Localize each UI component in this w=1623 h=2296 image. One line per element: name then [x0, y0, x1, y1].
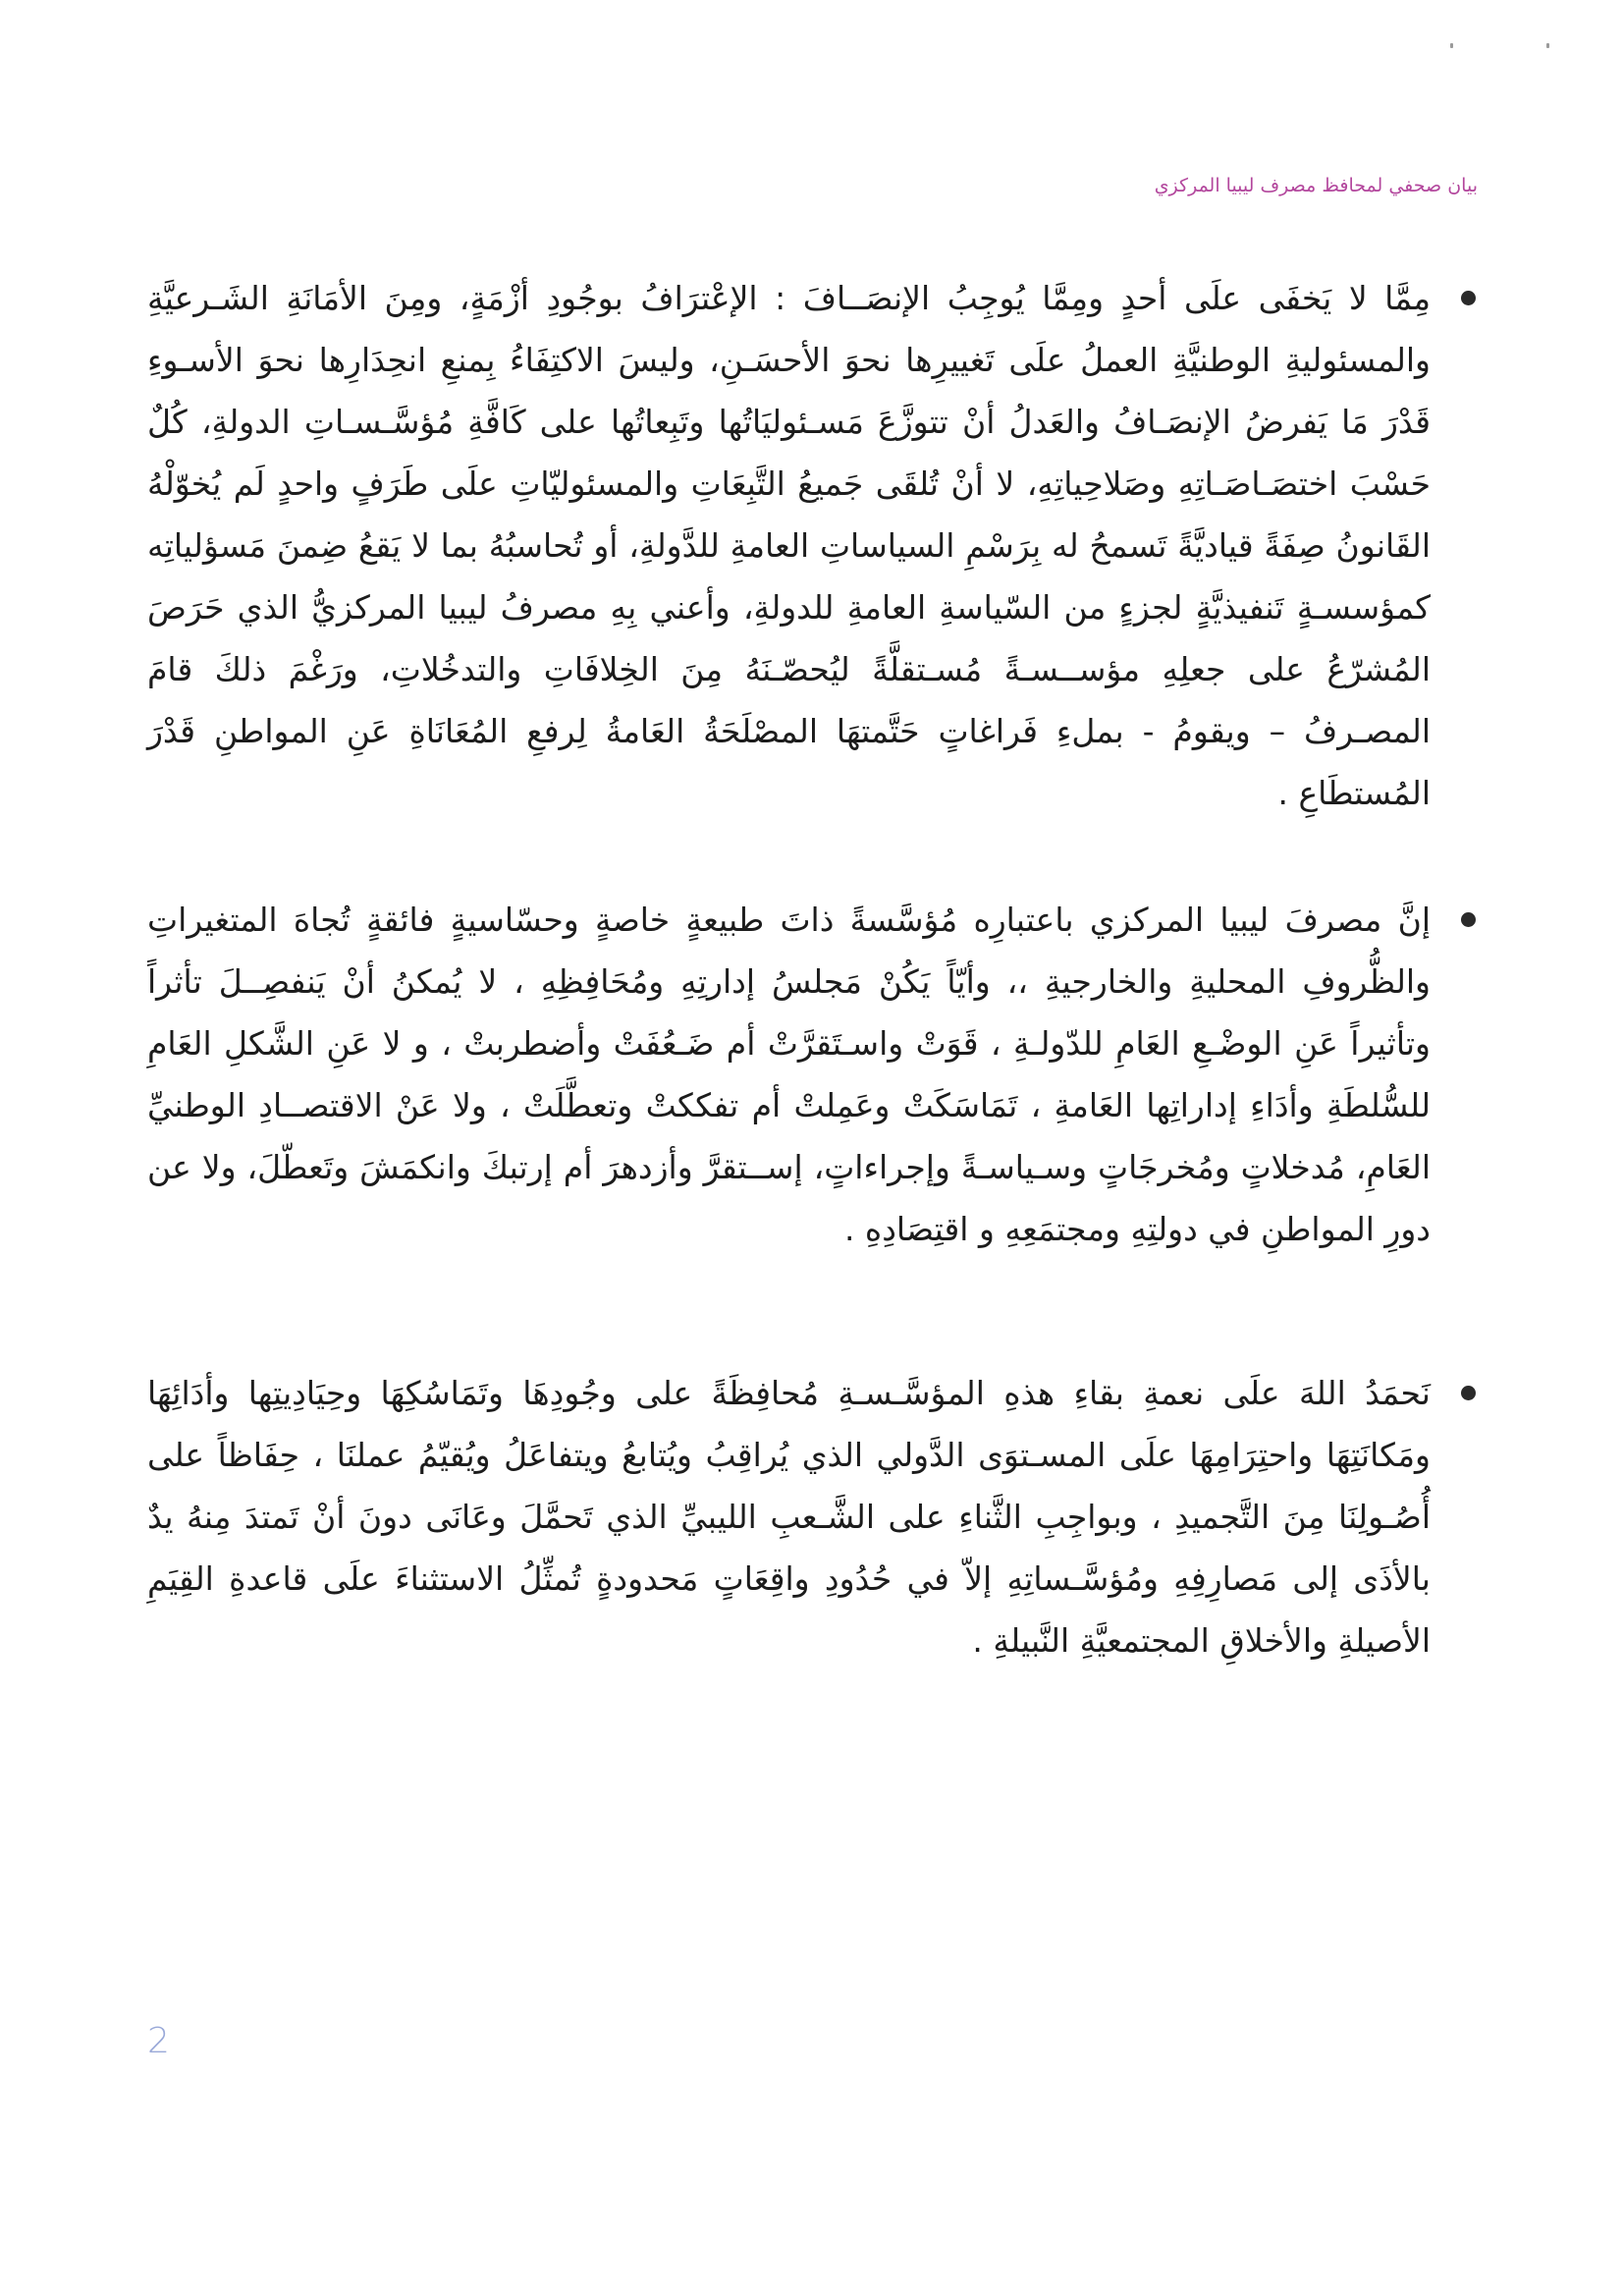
bullet-paragraph: [147, 889, 1476, 1260]
bullet-icon: [1461, 291, 1476, 305]
paragraph-text: نَحمَدُ اللهَ علَى نعمةِ بقاءِ هذهِ المؤسَّـسـةِ مُحافِظَةً على وجُودِهَا وتَمَاسُكِهَا وحِيَادِيتِها وأدَائِهَا ومَكانَتِهَا واحتِرَامِهَا علَى المسـتوَى الدَّولي الذي يُراقِبُ ويُتابعُ ويتفاعَلُ ويُقيّمُ عملنَا ، حِفَاظاً على أُصُـولِنَا مِنَ التَّجميدِ ، وبواجِبِ الثَّناءِ على الشَّـعبِ الليبيِّ الذي تَحمَّلَ وعَانَى دونَ أنْ تَمتدَ مِنهُ يدٌ بالأذَى إلى مَصارِفِهِ ومُؤسَّـساتِهِ إلاّ في حُدُودِ واقِعَاتٍ مَحدودةٍ تُمثِّلُ الاستثناءَ علَى قاعدةِ القِيَمِ الأصيلةِ والأخلاقِ المجتمعيَّةِ النَّبيلةِ .: [147, 1374, 1431, 1660]
paragraph-text: إنَّ مصرفَ ليبيا المركزي باعتبارِه مُؤسَّسةً ذاتَ طبيعةٍ خاصةٍ وحسّاسيةٍ فائقةٍ تُجاهَ المتغيراتِ والظُّروفِ المحليةِ والخارجيةِ ،، وأيّاً يَكُنْ مَجلسُ إدارتِهِ ومُحَافِظِهِ ، لا يُمكنُ أنْ يَنفصِــلَ تأثراً وتأثيراً عَنِ الوضْـعِ العَامِ للدّولـةِ ، قَوَتْ واسـتَقرَّتْ أم ضَـعُفَتْ وأضطربتْ ، و لا عَنِ الشَّكلِ العَامِ للسُّلطَةِ وأدَاءِ إداراتِها العَامةِ ، تَمَاسَكَتْ وعَمِلتْ أم تفككتْ وتعطَّلَتْ ، ولا عَنْ الاقتصــادِ الوطنيِّ العَامِ، مُدخلاتٍ ومُخرجَاتٍ وسـياسـةً وإجراءاتٍ، إســتقرَّ وأزدهرَ أم إرتبكَ وانكمَشَ وتَعطّلَ، ولا عن دورِ المواطنِ في دولتِهِ ومجتمَعِهِ و اقتِصَادِهِ .: [147, 901, 1431, 1248]
scan-speck: [1546, 43, 1549, 48]
bullet-icon: [1461, 1386, 1476, 1400]
scan-speck: [1450, 43, 1453, 48]
paragraph-text: مِمَّا لا يَخفَى علَى أحدٍ ومِمَّا يُوجِبُ الإنصَــافَ : الإعْترَافُ بوجُودِ أزْمَةٍ، ومِنَ الأمَانَةِ الشَـرعيَّةِ والمسئوليةِ الوطنيَّةِ العملُ علَى تَغييرِها نحوَ الأحسَـنِ، وليسَ الاكتِفَاءُ بِمنعِ انحِدَارِها نحوَ الأسـوءِ قَدْرَ مَا يَفرضُ الإنصَـافُ والعَدلُ أنْ تتوزَّعَ مَسـئوليَاتُها وتَبِعاتُها على كَافَّةِ مُؤسَّـسـاتِ الدولةِ، كُلٌ حَسْبَ اختصَـاصَـاتِهِ وصَلاحِياتِهِ، لا أنْ تُلقَى جَميعُ التَّبِعَاتِ والمسئوليّاتِ علَى طَرَفٍ واحدٍ لَم يُخوّلْهُ القَانونُ صِفَةً قياديَّةً تَسمحُ له بِرَسْمِ السياساتِ العامةِ للدَّولةِ، أو تُحاسبُهُ بما لا يَقعُ ضِمنَ مَسؤلياتِه كمؤسسـةٍ تَنفيذيَّةٍ لجزءٍ من السّياسةِ العامةِ للدولةِ، وأعني بِهِ مصرفُ ليبيا المركزيُّ الذي حَرَصَ المُشرّعُ على جعلِهِ مؤســسـةً مُسـتقلَّةً ليُحصّـنَهُ مِنَ الخِلافَاتِ والتدخُلاتِ، ورَغْمَ ذلكَ قامَ المصـرفُ – ويقومُ - بملءِ فَراغاتٍ حَتَّمتهَا المصْلَحَةُ العَامةُ لِرفعِ المُعَانَاةِ عَنِ المواطنِ قَدْرَ المُستطَاعِ .: [147, 279, 1431, 812]
bullet-paragraph: [147, 267, 1476, 824]
document-body: [147, 267, 1476, 1671]
page-number: 2: [147, 2021, 170, 2061]
running-header: بيان صحفي لمحافظ مصرف ليبيا المركزي: [1154, 175, 1478, 196]
bullet-icon: [1461, 912, 1476, 927]
bullet-paragraph: [147, 1362, 1476, 1671]
